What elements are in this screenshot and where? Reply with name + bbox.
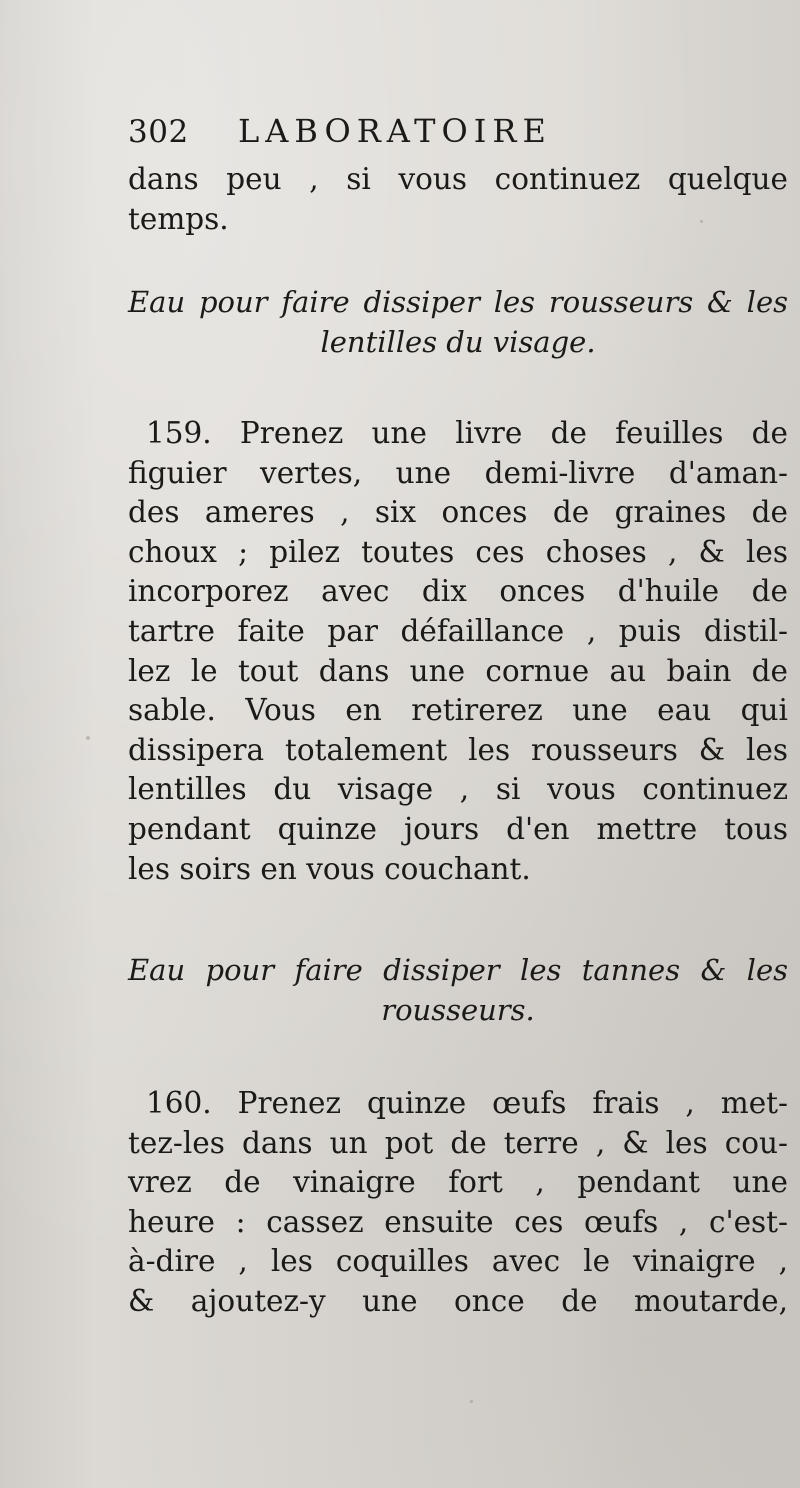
text-line: incorporez avec dix onces d'huile de — [128, 574, 788, 609]
text-line: pendant quinze jours d'en mettre tous — [128, 811, 788, 846]
section-heading-159 — [128, 282, 788, 362]
text-line: choux ; pilez toutes ces choses , & les — [128, 534, 788, 569]
running-title: LABORATOIRE — [238, 112, 552, 150]
page-number: 302 — [128, 114, 189, 150]
text-line: lez le tout dans une cornue au bain de — [128, 653, 788, 688]
intro-paragraph — [128, 160, 788, 239]
paper-speck — [86, 736, 90, 740]
heading-line: Eau pour faire dissiper les rousseurs & les — [128, 285, 788, 319]
paragraph-159 — [128, 414, 788, 889]
paper-speck — [700, 220, 703, 223]
section-heading-160 — [128, 950, 788, 1030]
text-line: à-dire , les coquilles avec le vinaigre , — [128, 1244, 788, 1279]
text-line: figuier vertes, une demi-livre d'aman- — [128, 455, 788, 490]
heading-line: Eau pour faire dissiper les tannes & les — [128, 953, 788, 987]
text-line: 159. Prenez une livre de feuilles de — [146, 416, 788, 450]
text-line: & ajoutez-y une once de moutarde, — [128, 1283, 788, 1318]
text-line: dissipera totalement les rousseurs & les — [128, 732, 788, 767]
text-line: tartre faite par défaillance , puis distil- — [128, 613, 788, 648]
text-line: les soirs en vous couchant. — [128, 851, 531, 886]
text-line: lentilles du visage , si vous continuez — [128, 772, 788, 807]
heading-line: rousseurs. — [381, 993, 535, 1027]
paper-speck — [470, 1400, 473, 1403]
text-line: tez-les dans un pot de terre , & les cou- — [128, 1125, 788, 1160]
text-line: sable. Vous en retirerez une eau qui — [128, 693, 788, 728]
text-line: vrez de vinaigre fort , pendant une — [128, 1165, 788, 1200]
heading-line: lentilles du visage. — [320, 325, 596, 359]
text-line: 160. Prenez quinze œufs frais , met- — [146, 1086, 788, 1120]
page-header — [128, 112, 688, 160]
text-line: dans peu , si vous continuez quelque — [128, 162, 788, 196]
text-line: des ameres , six onces de graines de — [128, 495, 788, 530]
text-line: heure : cassez ensuite ces œufs , c'est- — [128, 1204, 788, 1239]
paragraph-160 — [128, 1084, 788, 1322]
text-line: temps. — [128, 201, 229, 236]
